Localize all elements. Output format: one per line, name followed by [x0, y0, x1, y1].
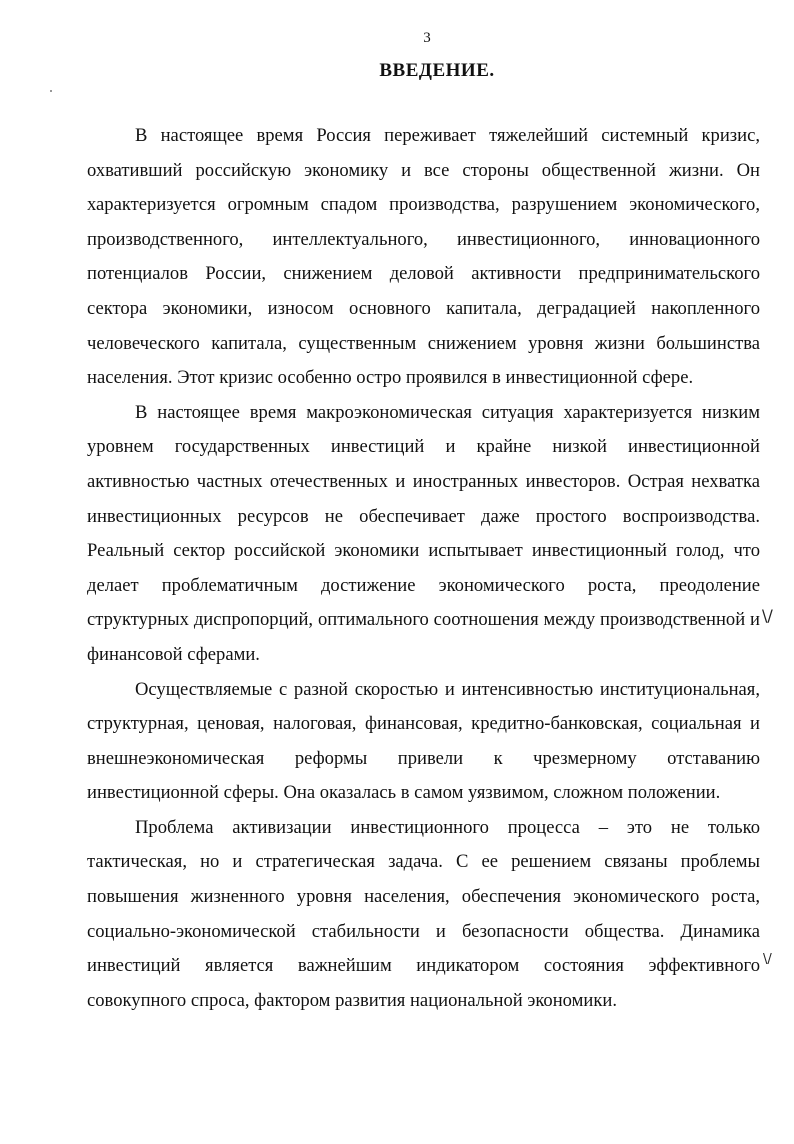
document-body — [87, 119, 760, 1018]
paragraph-2: В настоящее время макроэкономическая ситуация характеризуется низким уровнем государственных инвестиций и крайне низкой инвестиционной активностью частных отечественных и иностранных инвесторов. Острая нехватка инвестиционных ресурсов не обеспечивает даже простого воспроизводства. Реальный сектор российской экономики испытывает инвестиционный голод, что делает проблематичным достижение экономического роста, преодоление структурных диспропорций, оптимального соотношения между производственной и финансовой сферами. — [87, 401, 760, 665]
page-number: 3 — [423, 30, 431, 46]
paragraph-1: В настоящее время Россия переживает тяжелейший системный кризис, охвативший российскую экономику и все стороны общественной жизни. Он характеризуется огромным спадом производства, разрушением экономического, производственного, интеллектуального, инвестиционного, инновационного потенциалов России, снижением деловой активности предпринимательского сектора экономики, износом основного капитала, деградацией накопленного человеческого капитала, существенным снижением уровня жизни большинства населения. Этот кризис особенно остро проявился в инвестиционной сфере. — [87, 125, 760, 389]
check-mark-icon: \/ — [763, 952, 772, 967]
scan-speck — [50, 90, 52, 92]
check-mark-icon: \/ — [762, 606, 773, 625]
paragraph-3: Осуществляемые с разной скоростью и интенсивностью институциональная, структурная, ценовая, налоговая, финансовая, кредитно-банковская, социальная и внешнеэкономическая реформы привели к чрезмерному отставанию инвестиционной сферы. Она оказалась в самом уязвимом, сложном положении. — [87, 678, 760, 804]
paragraph-4: Проблема активизации инвестиционного процесса – это не только тактическая, но и стратегическая задача. С ее решением связаны проблемы повышения жизненного уровня населения, обеспечения экономического роста, социально-экономической стабильности и безопасности общества. Динамика инвестиций является важнейшим индикатором состояния эффективного совокупного спроса, фактором развития национальной экономики. — [87, 816, 760, 1011]
page-title: ВВЕДЕНИЕ. — [379, 60, 495, 81]
